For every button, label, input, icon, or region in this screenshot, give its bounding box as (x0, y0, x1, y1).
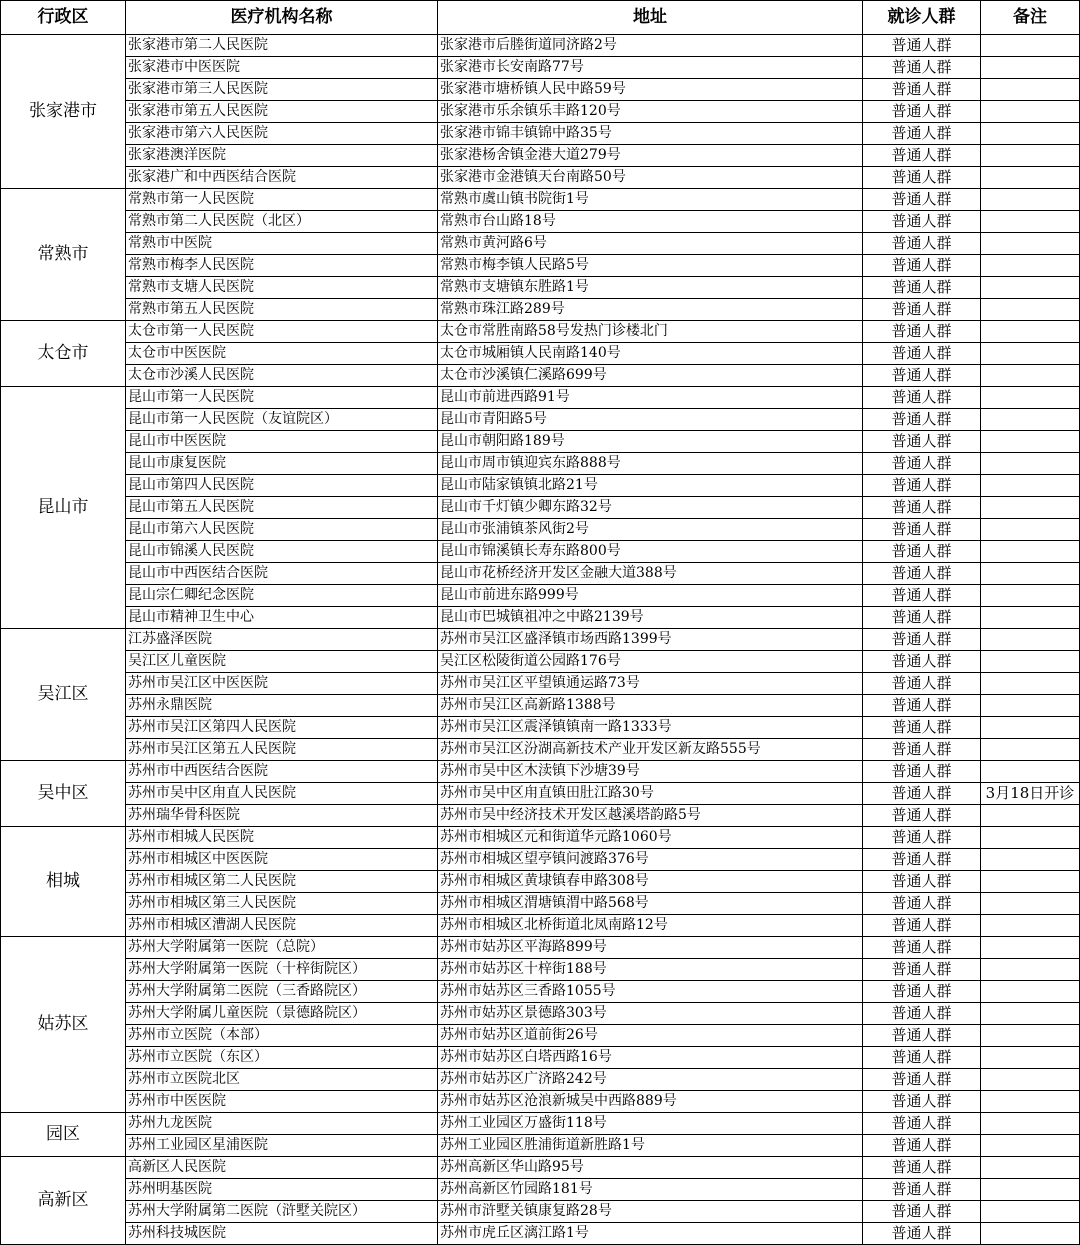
patient-group-cell: 普通人群 (863, 673, 981, 695)
hospital-name-cell: 苏州市中西医结合医院 (126, 761, 438, 783)
table-row (1, 1069, 1080, 1091)
note-cell (981, 79, 1080, 101)
note-cell (981, 1135, 1080, 1157)
header-hospital-name: 医疗机构名称 (126, 1, 438, 35)
note-cell (981, 629, 1080, 651)
table-row (1, 695, 1080, 717)
note-cell (981, 1201, 1080, 1223)
hospital-name-cell: 苏州市相城区漕湖人民医院 (126, 915, 438, 937)
patient-group-cell: 普通人群 (863, 299, 981, 321)
address-cell: 苏州市吴中经济技术开发区越溪塔韵路5号 (438, 805, 863, 827)
table-row (1, 871, 1080, 893)
address-cell: 昆山市朝阳路189号 (438, 431, 863, 453)
hospital-name-cell: 苏州市相城人民医院 (126, 827, 438, 849)
address-cell: 张家港市锦丰镇锦中路35号 (438, 123, 863, 145)
patient-group-cell: 普通人群 (863, 915, 981, 937)
hospital-name-cell: 苏州市中医医院 (126, 1091, 438, 1113)
note-cell (981, 343, 1080, 365)
note-cell (981, 1069, 1080, 1091)
header-patient-group: 就诊人群 (863, 1, 981, 35)
table-row (1, 893, 1080, 915)
note-cell (981, 849, 1080, 871)
note-cell (981, 519, 1080, 541)
hospital-name-cell: 昆山市第一人民医院 (126, 387, 438, 409)
hospital-name-cell: 苏州大学附属第二医院（浒墅关院区） (126, 1201, 438, 1223)
note-cell (981, 673, 1080, 695)
table-row (1, 1223, 1080, 1245)
district-cell: 姑苏区 (1, 937, 126, 1113)
table-row (1, 651, 1080, 673)
table-row (1, 1003, 1080, 1025)
note-cell (981, 409, 1080, 431)
address-cell: 昆山市锦溪镇长寿东路800号 (438, 541, 863, 563)
address-cell: 苏州市相城区渭塘镇渭中路568号 (438, 893, 863, 915)
table-row (1, 497, 1080, 519)
table-row (1, 431, 1080, 453)
table-row (1, 365, 1080, 387)
address-cell: 昆山市前进西路91号 (438, 387, 863, 409)
table-row (1, 475, 1080, 497)
address-cell: 张家港市金港镇天台南路50号 (438, 167, 863, 189)
address-cell: 苏州市姑苏区景德路303号 (438, 1003, 863, 1025)
patient-group-cell: 普通人群 (863, 607, 981, 629)
address-cell: 张家港市后塍街道同济路2号 (438, 35, 863, 57)
patient-group-cell: 普通人群 (863, 1003, 981, 1025)
address-cell: 昆山市千灯镇少卿东路32号 (438, 497, 863, 519)
address-cell: 苏州高新区华山路95号 (438, 1157, 863, 1179)
address-cell: 常熟市台山路18号 (438, 211, 863, 233)
address-cell: 常熟市黄河路6号 (438, 233, 863, 255)
note-cell (981, 1091, 1080, 1113)
patient-group-cell: 普通人群 (863, 541, 981, 563)
table-row (1, 607, 1080, 629)
hospital-name-cell: 苏州市吴江区中医医院 (126, 673, 438, 695)
hospital-name-cell: 张家港市第二人民医院 (126, 35, 438, 57)
district-cell: 高新区 (1, 1157, 126, 1245)
patient-group-cell: 普通人群 (863, 871, 981, 893)
hospital-name-cell: 常熟市支塘人民医院 (126, 277, 438, 299)
address-cell: 太仓市城厢镇人民南路140号 (438, 343, 863, 365)
patient-group-cell: 普通人群 (863, 321, 981, 343)
note-cell (981, 1223, 1080, 1245)
patient-group-cell: 普通人群 (863, 409, 981, 431)
header-row (1, 1, 1080, 35)
district-cell: 吴中区 (1, 761, 126, 827)
table-row (1, 277, 1080, 299)
hospital-name-cell: 苏州市相城区第三人民医院 (126, 893, 438, 915)
address-cell: 苏州市吴江区高新路1388号 (438, 695, 863, 717)
address-cell: 昆山市青阳路5号 (438, 409, 863, 431)
address-cell: 苏州市姑苏区白塔西路16号 (438, 1047, 863, 1069)
address-cell: 苏州市姑苏区平海路899号 (438, 937, 863, 959)
hospital-name-cell: 昆山市第一人民医院（友谊院区） (126, 409, 438, 431)
patient-group-cell: 普通人群 (863, 761, 981, 783)
address-cell: 昆山市张浦镇茶风街2号 (438, 519, 863, 541)
hospital-name-cell: 高新区人民医院 (126, 1157, 438, 1179)
patient-group-cell: 普通人群 (863, 453, 981, 475)
patient-group-cell: 普通人群 (863, 1223, 981, 1245)
address-cell: 昆山市前进东路999号 (438, 585, 863, 607)
patient-group-cell: 普通人群 (863, 475, 981, 497)
note-cell: 3月18日开诊 (981, 783, 1080, 805)
patient-group-cell: 普通人群 (863, 1201, 981, 1223)
table-row (1, 519, 1080, 541)
address-cell: 昆山市巴城镇祖冲之中路2139号 (438, 607, 863, 629)
table-row (1, 1113, 1080, 1135)
table-row (1, 805, 1080, 827)
patient-group-cell: 普通人群 (863, 1179, 981, 1201)
table-row (1, 101, 1080, 123)
note-cell (981, 739, 1080, 761)
hospital-name-cell: 张家港市第五人民医院 (126, 101, 438, 123)
address-cell: 张家港市长安南路77号 (438, 57, 863, 79)
address-cell: 昆山市陆家镇镇北路21号 (438, 475, 863, 497)
address-cell: 昆山市周市镇迎宾东路888号 (438, 453, 863, 475)
address-cell: 苏州市吴江区平望镇通运路73号 (438, 673, 863, 695)
note-cell (981, 827, 1080, 849)
table-row (1, 409, 1080, 431)
address-cell: 张家港市塘桥镇人民中路59号 (438, 79, 863, 101)
note-cell (981, 431, 1080, 453)
hospital-name-cell: 昆山市第六人民医院 (126, 519, 438, 541)
patient-group-cell: 普通人群 (863, 277, 981, 299)
note-cell (981, 651, 1080, 673)
hospital-name-cell: 太仓市第一人民医院 (126, 321, 438, 343)
table-row (1, 783, 1080, 805)
table-row (1, 299, 1080, 321)
patient-group-cell: 普通人群 (863, 145, 981, 167)
note-cell (981, 871, 1080, 893)
address-cell: 太仓市沙溪镇仁溪路699号 (438, 365, 863, 387)
table-row (1, 145, 1080, 167)
note-cell (981, 761, 1080, 783)
table-row (1, 123, 1080, 145)
patient-group-cell: 普通人群 (863, 497, 981, 519)
table-row (1, 1201, 1080, 1223)
patient-group-cell: 普通人群 (863, 57, 981, 79)
table-row (1, 453, 1080, 475)
note-cell (981, 959, 1080, 981)
address-cell: 太仓市常胜南路58号发热门诊楼北门 (438, 321, 863, 343)
hospital-name-cell: 苏州市相城区中医医院 (126, 849, 438, 871)
table-row (1, 827, 1080, 849)
hospital-name-cell: 苏州大学附属第一医院（十梓街院区） (126, 959, 438, 981)
note-cell (981, 1047, 1080, 1069)
hospital-name-cell: 常熟市中医院 (126, 233, 438, 255)
note-cell (981, 189, 1080, 211)
note-cell (981, 321, 1080, 343)
table-row (1, 981, 1080, 1003)
hospital-name-cell: 张家港广和中西医结合医院 (126, 167, 438, 189)
table-row (1, 1091, 1080, 1113)
address-cell: 张家港市乐余镇乐丰路120号 (438, 101, 863, 123)
address-cell: 常熟市梅李镇人民路5号 (438, 255, 863, 277)
hospital-name-cell: 苏州瑞华骨科医院 (126, 805, 438, 827)
patient-group-cell: 普通人群 (863, 35, 981, 57)
note-cell (981, 57, 1080, 79)
hospital-name-cell: 江苏盛泽医院 (126, 629, 438, 651)
note-cell (981, 1157, 1080, 1179)
note-cell (981, 123, 1080, 145)
hospital-name-cell: 昆山宗仁卿纪念医院 (126, 585, 438, 607)
note-cell (981, 277, 1080, 299)
note-cell (981, 387, 1080, 409)
address-cell: 苏州工业园区胜浦街道新胜路1号 (438, 1135, 863, 1157)
address-cell: 苏州市姑苏区三香路1055号 (438, 981, 863, 1003)
address-cell: 苏州工业园区万盛街118号 (438, 1113, 863, 1135)
patient-group-cell: 普通人群 (863, 827, 981, 849)
patient-group-cell: 普通人群 (863, 585, 981, 607)
patient-group-cell: 普通人群 (863, 651, 981, 673)
note-cell (981, 167, 1080, 189)
note-cell (981, 805, 1080, 827)
address-cell: 苏州高新区竹园路181号 (438, 1179, 863, 1201)
hospital-name-cell: 昆山市中西医结合医院 (126, 563, 438, 585)
hospital-name-cell: 苏州永鼎医院 (126, 695, 438, 717)
hospital-name-cell: 常熟市梅李人民医院 (126, 255, 438, 277)
patient-group-cell: 普通人群 (863, 849, 981, 871)
hospital-name-cell: 苏州市立医院（东区） (126, 1047, 438, 1069)
table-row (1, 1157, 1080, 1179)
header-note: 备注 (981, 1, 1080, 35)
hospital-name-cell: 苏州市吴中区甪直人民医院 (126, 783, 438, 805)
table-row (1, 167, 1080, 189)
header-address: 地址 (438, 1, 863, 35)
table-row (1, 629, 1080, 651)
hospital-name-cell: 太仓市中医医院 (126, 343, 438, 365)
table-row (1, 79, 1080, 101)
district-cell: 吴江区 (1, 629, 126, 761)
address-cell: 苏州市姑苏区沧浪新城吴中西路889号 (438, 1091, 863, 1113)
note-cell (981, 695, 1080, 717)
table-row (1, 761, 1080, 783)
patient-group-cell: 普通人群 (863, 805, 981, 827)
patient-group-cell: 普通人群 (863, 211, 981, 233)
hospital-name-cell: 苏州工业园区星浦医院 (126, 1135, 438, 1157)
patient-group-cell: 普通人群 (863, 1135, 981, 1157)
hospital-name-cell: 昆山市精神卫生中心 (126, 607, 438, 629)
note-cell (981, 145, 1080, 167)
table-row (1, 233, 1080, 255)
address-cell: 苏州市吴江区汾湖高新技术产业开发区新友路555号 (438, 739, 863, 761)
hospital-name-cell: 吴江区儿童医院 (126, 651, 438, 673)
hospital-name-cell: 苏州大学附属儿童医院（景德路院区） (126, 1003, 438, 1025)
table-row (1, 1179, 1080, 1201)
hospital-name-cell: 常熟市第二人民医院（北区） (126, 211, 438, 233)
patient-group-cell: 普通人群 (863, 1047, 981, 1069)
note-cell (981, 981, 1080, 1003)
note-cell (981, 1025, 1080, 1047)
table-row (1, 585, 1080, 607)
address-cell: 苏州市吴江区震泽镇镇南一路1333号 (438, 717, 863, 739)
district-cell: 常熟市 (1, 189, 126, 321)
address-cell: 苏州市相城区元和街道华元路1060号 (438, 827, 863, 849)
note-cell (981, 255, 1080, 277)
address-cell: 苏州市姑苏区道前街26号 (438, 1025, 863, 1047)
note-cell (981, 937, 1080, 959)
patient-group-cell: 普通人群 (863, 1025, 981, 1047)
address-cell: 吴江区松陵街道公园路176号 (438, 651, 863, 673)
hospital-name-cell: 昆山市第五人民医院 (126, 497, 438, 519)
table-row (1, 739, 1080, 761)
note-cell (981, 915, 1080, 937)
hospital-name-cell: 太仓市沙溪人民医院 (126, 365, 438, 387)
table-body (1, 35, 1080, 1245)
patient-group-cell: 普通人群 (863, 695, 981, 717)
patient-group-cell: 普通人群 (863, 893, 981, 915)
table-row (1, 35, 1080, 57)
patient-group-cell: 普通人群 (863, 1113, 981, 1135)
hospital-name-cell: 张家港市第六人民医院 (126, 123, 438, 145)
address-cell: 常熟市珠江路289号 (438, 299, 863, 321)
hospital-name-cell: 苏州市吴江区第五人民医院 (126, 739, 438, 761)
note-cell (981, 233, 1080, 255)
hospital-name-cell: 昆山市第四人民医院 (126, 475, 438, 497)
address-cell: 苏州市姑苏区广济路242号 (438, 1069, 863, 1091)
address-cell: 苏州市吴中区甪直镇田肚江路30号 (438, 783, 863, 805)
hospital-name-cell: 苏州市相城区第二人民医院 (126, 871, 438, 893)
patient-group-cell: 普通人群 (863, 79, 981, 101)
table-row (1, 211, 1080, 233)
address-cell: 昆山市花桥经济开发区金融大道388号 (438, 563, 863, 585)
hospital-name-cell: 苏州大学附属第一医院（总院） (126, 937, 438, 959)
address-cell: 常熟市虞山镇书院街1号 (438, 189, 863, 211)
note-cell (981, 101, 1080, 123)
table-row (1, 717, 1080, 739)
address-cell: 张家港杨舍镇金港大道279号 (438, 145, 863, 167)
patient-group-cell: 普通人群 (863, 937, 981, 959)
district-cell: 相城 (1, 827, 126, 937)
table-row (1, 57, 1080, 79)
note-cell (981, 497, 1080, 519)
header-district: 行政区 (1, 1, 126, 35)
patient-group-cell: 普通人群 (863, 233, 981, 255)
table-row (1, 255, 1080, 277)
note-cell (981, 211, 1080, 233)
note-cell (981, 1179, 1080, 1201)
patient-group-cell: 普通人群 (863, 1091, 981, 1113)
address-cell: 苏州市姑苏区十梓街188号 (438, 959, 863, 981)
patient-group-cell: 普通人群 (863, 783, 981, 805)
hospital-name-cell: 苏州科技城医院 (126, 1223, 438, 1245)
hospital-name-cell: 昆山市中医医院 (126, 431, 438, 453)
patient-group-cell: 普通人群 (863, 739, 981, 761)
note-cell (981, 1113, 1080, 1135)
address-cell: 苏州市相城区北桥街道北凤南路12号 (438, 915, 863, 937)
district-cell: 昆山市 (1, 387, 126, 629)
address-cell: 常熟市支塘镇东胜路1号 (438, 277, 863, 299)
patient-group-cell: 普通人群 (863, 629, 981, 651)
table-row (1, 189, 1080, 211)
patient-group-cell: 普通人群 (863, 387, 981, 409)
note-cell (981, 585, 1080, 607)
patient-group-cell: 普通人群 (863, 123, 981, 145)
table-row (1, 387, 1080, 409)
address-cell: 苏州市吴江区盛泽镇市场西路1399号 (438, 629, 863, 651)
table-row (1, 1135, 1080, 1157)
note-cell (981, 717, 1080, 739)
note-cell (981, 475, 1080, 497)
table-row (1, 321, 1080, 343)
patient-group-cell: 普通人群 (863, 167, 981, 189)
patient-group-cell: 普通人群 (863, 343, 981, 365)
table-row (1, 673, 1080, 695)
patient-group-cell: 普通人群 (863, 431, 981, 453)
table-row (1, 1025, 1080, 1047)
table-row (1, 541, 1080, 563)
hospital-name-cell: 苏州明基医院 (126, 1179, 438, 1201)
address-cell: 苏州市相城区黄埭镇春申路308号 (438, 871, 863, 893)
hospital-name-cell: 苏州市立医院北区 (126, 1069, 438, 1091)
note-cell (981, 541, 1080, 563)
hospital-name-cell: 张家港市第三人民医院 (126, 79, 438, 101)
table-row (1, 343, 1080, 365)
table-row (1, 959, 1080, 981)
hospital-name-cell: 昆山市锦溪人民医院 (126, 541, 438, 563)
patient-group-cell: 普通人群 (863, 563, 981, 585)
hospital-name-cell: 苏州市吴江区第四人民医院 (126, 717, 438, 739)
district-cell: 太仓市 (1, 321, 126, 387)
note-cell (981, 893, 1080, 915)
note-cell (981, 1003, 1080, 1025)
address-cell: 苏州市浒墅关镇康复路28号 (438, 1201, 863, 1223)
hospital-name-cell: 苏州市立医院（本部） (126, 1025, 438, 1047)
patient-group-cell: 普通人群 (863, 519, 981, 541)
patient-group-cell: 普通人群 (863, 189, 981, 211)
patient-group-cell: 普通人群 (863, 1157, 981, 1179)
note-cell (981, 35, 1080, 57)
district-cell: 张家港市 (1, 35, 126, 189)
note-cell (981, 607, 1080, 629)
patient-group-cell: 普通人群 (863, 365, 981, 387)
patient-group-cell: 普通人群 (863, 101, 981, 123)
hospital-name-cell: 苏州九龙医院 (126, 1113, 438, 1135)
patient-group-cell: 普通人群 (863, 1069, 981, 1091)
table-row (1, 915, 1080, 937)
patient-group-cell: 普通人群 (863, 959, 981, 981)
hospital-name-cell: 张家港澳洋医院 (126, 145, 438, 167)
note-cell (981, 563, 1080, 585)
hospital-name-cell: 常熟市第一人民医院 (126, 189, 438, 211)
table-row (1, 937, 1080, 959)
hospital-name-cell: 张家港市中医医院 (126, 57, 438, 79)
patient-group-cell: 普通人群 (863, 981, 981, 1003)
hospital-name-cell: 昆山市康复医院 (126, 453, 438, 475)
patient-group-cell: 普通人群 (863, 255, 981, 277)
hospital-name-cell: 常熟市第五人民医院 (126, 299, 438, 321)
district-cell: 园区 (1, 1113, 126, 1157)
note-cell (981, 299, 1080, 321)
address-cell: 苏州市虎丘区漓江路1号 (438, 1223, 863, 1245)
note-cell (981, 453, 1080, 475)
address-cell: 苏州市吴中区木渎镇下沙塘39号 (438, 761, 863, 783)
address-cell: 苏州市相城区望亭镇问渡路376号 (438, 849, 863, 871)
table-row (1, 563, 1080, 585)
note-cell (981, 365, 1080, 387)
patient-group-cell: 普通人群 (863, 717, 981, 739)
hospital-name-cell: 苏州大学附属第二医院（三香路院区） (126, 981, 438, 1003)
table-row (1, 849, 1080, 871)
table-row (1, 1047, 1080, 1069)
